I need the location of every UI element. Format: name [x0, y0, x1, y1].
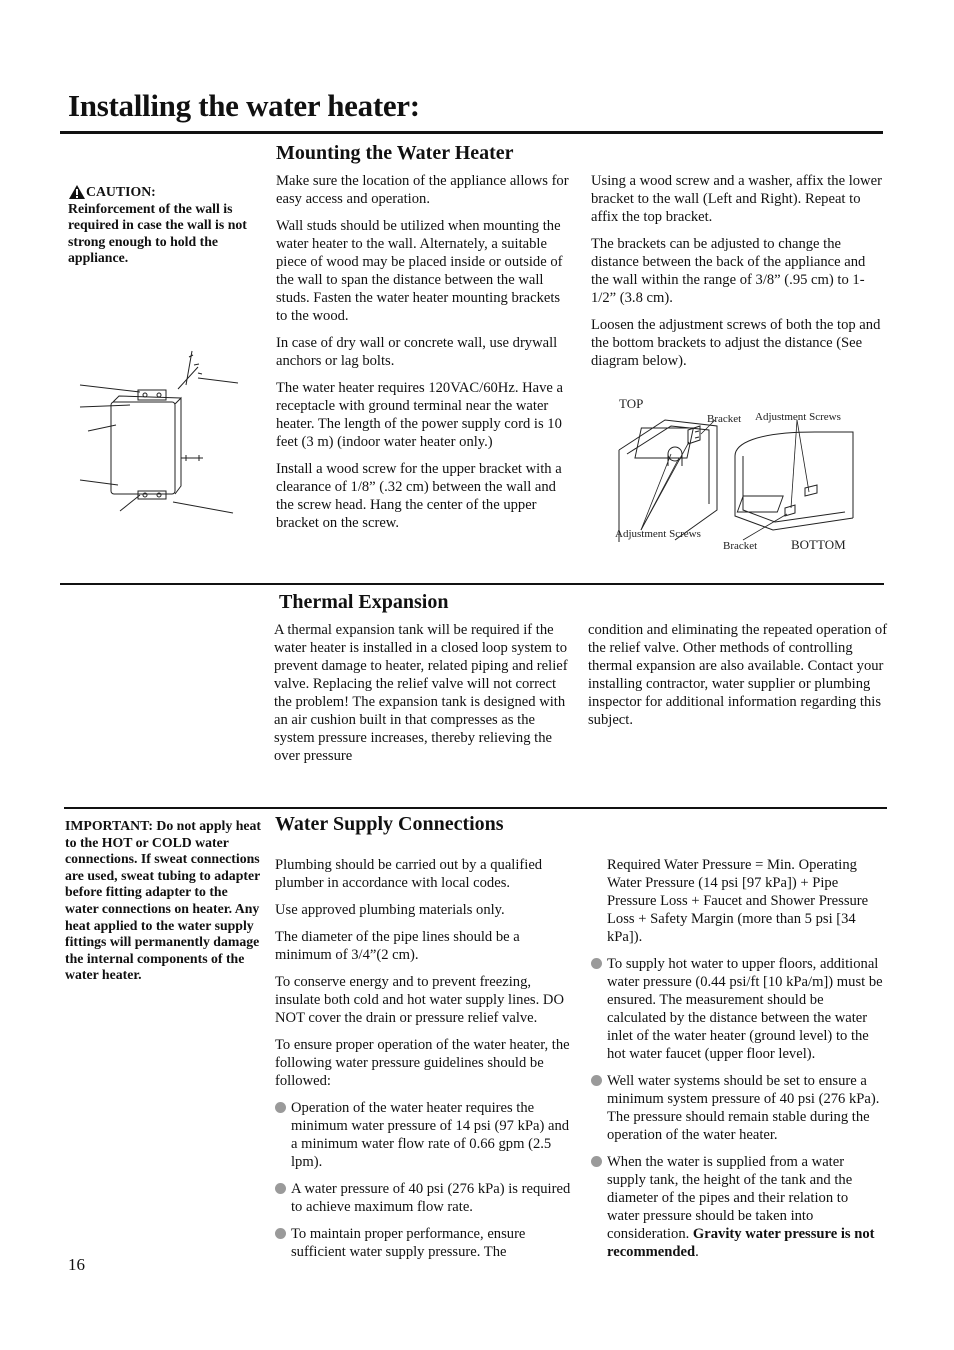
- mounting-paragraph: Using a wood screw and a washer, affix the lower bracket to the wall (Left and Right). Repeat to affix the top bracket.: [591, 173, 882, 225]
- water-paragraph: The diameter of the pipe lines should be a minimum of 3/4”(2 cm).: [275, 929, 520, 963]
- thermal-column-1: [274, 621, 574, 774]
- diagram-label-bracket-top: Bracket: [707, 413, 742, 425]
- thermal-paragraph: A thermal expansion tank will be required if the water heater is installed in a closed loop system to prevent damage to heater, related piping and relief valve. Replacing the relief valve will not correct the problem! The expansion tank is designed with an air cushion built in that compresses as the system pressure increases, thereby relieving the over pressure: [274, 622, 568, 764]
- diagram-label-bottom: BOTTOM: [791, 537, 846, 552]
- page-title: Installing the water heater:: [68, 88, 420, 123]
- bullet-dot-icon: [591, 1075, 602, 1086]
- title-rule: [60, 131, 883, 134]
- water-paragraph: Use approved plumbing materials only.: [275, 902, 505, 918]
- thermal-heading: Thermal Expansion: [279, 591, 449, 613]
- water-bullet-text: A water pressure of 40 psi (276 kPa) is required to achieve maximum flow rate.: [291, 1181, 571, 1215]
- water-bullet: [591, 1153, 883, 1261]
- bullet-dot-icon: [275, 1228, 286, 1239]
- bullet-dot-icon: [591, 1156, 602, 1167]
- water-bullet: [275, 1180, 575, 1216]
- water-bullet-text: Operation of the water heater requires the minimum water pressure of 14 psi (97 kPa) and a minimum water flow rate of 0.66 gpm (2.5 lpm).: [291, 1100, 570, 1170]
- mounting-paragraph: Install a wood screw for the upper bracket with a clearance of 1/8” (.32 cm) between the wall and the screw head. Hang the center of the upper bracket on the screw.: [276, 461, 562, 531]
- warning-icon: [68, 184, 86, 200]
- water-bullet-text: To maintain proper performance, ensure sufficient water supply pressure. The: [291, 1226, 526, 1260]
- water-continuation: Required Water Pressure = Min. Operating Water Pressure (14 psi [97 kPa]) + Pipe Pressure Loss + Faucet and Shower Pressure Loss + Safety Margin (more than 5 psi [34 kPa]).: [607, 857, 869, 945]
- page-number: 16: [68, 1255, 85, 1274]
- important-text: IMPORTANT: Do not apply heat to the HOT or COLD water connections. If sweat connections are used, sweat tubing to adapter before fitting adapter to the water connections on heater. Any heat applied to the water supply fittings will permanently damage the internal components of the water heater.: [65, 818, 261, 983]
- water-bullet: [275, 1225, 575, 1261]
- section-rule-thermal: [60, 583, 884, 585]
- water-bullet-text: Well water systems should be set to ensure a minimum system pressure of 40 psi (276 kPa). The pressure should remain stable during the operation of the water heater.: [607, 1073, 880, 1143]
- water-bullet: [275, 1099, 575, 1171]
- water-paragraph: To ensure proper operation of the water heater, the following water pressure guidelines should be followed:: [275, 1037, 570, 1089]
- water-bullet-end: .: [695, 1244, 699, 1260]
- mounting-paragraph: The brackets can be adjusted to change the distance between the back of the appliance and the wall within the range of 3/8” (.95 cm) to 1-1/2” (3.8 cm).: [591, 236, 866, 306]
- caution-word: CAUTION:: [86, 184, 156, 199]
- bullet-dot-icon: [591, 958, 602, 969]
- mounting-illustration: [78, 345, 263, 520]
- water-bullet: [591, 1072, 883, 1144]
- bullet-dot-icon: [275, 1102, 286, 1113]
- caution-note: [68, 184, 263, 267]
- water-paragraph: To conserve energy and to prevent freezing, insulate both cold and hot water supply lines. DO NOT cover the drain or pressure relief valve.: [275, 974, 564, 1026]
- mounting-paragraph: Make sure the location of the appliance allows for easy access and operation.: [276, 173, 569, 207]
- water-heading: Water Supply Connections: [275, 813, 504, 835]
- diagram-label-adjustment-screws-bottom: Adjustment Screws: [615, 528, 701, 540]
- water-bullet: [591, 955, 883, 1063]
- mounting-paragraph: Loosen the adjustment screws of both the top and the bottom brackets to adjust the distance (See diagram below).: [591, 317, 881, 369]
- mounting-column-2: [591, 172, 886, 379]
- water-bullet-text: When the water is supplied from a water supply tank, the height of the tank and the diameter of the pipes and their relation to water pressure should be taken into consideration.: [607, 1154, 853, 1242]
- diagram-label-top: TOP: [619, 396, 644, 411]
- section-rule-water: [64, 807, 887, 809]
- bracket-adjustment-diagram: [605, 392, 875, 560]
- mounting-paragraph: The water heater requires 120VAC/60Hz. Have a receptacle with ground terminal near the water heater. The length of the power supply cord is 10 feet (3 m) (indoor water heater only.): [276, 380, 564, 450]
- water-column-1: [275, 856, 575, 1270]
- mounting-column-1: [276, 172, 574, 541]
- caution-text: Reinforcement of the wall is required in case the wall is not strong enough to hold the appliance.: [68, 200, 247, 266]
- mounting-paragraph: In case of dry wall or concrete wall, use drywall anchors or lag bolts.: [276, 335, 558, 369]
- water-column-2: [591, 856, 883, 1270]
- mounting-paragraph: Wall studs should be utilized when mounting the water heater to the wall. Alternately, a suitable piece of wood may be placed inside or outside of the wall to span the distance between the wall studs. Fasten the water heater mounting brackets to the wood.: [276, 218, 563, 324]
- water-bullet-bold: Gravity water pressure is not recommended: [607, 1226, 875, 1260]
- water-bullet-text: To supply hot water to upper floors, additional water pressure (0.44 psi/ft [10 kPa/m]) must be ensured. The measurement should be calculated by the distance between the water inlet of the water heater (ground level) to the hot water faucet (upper floor level).: [607, 956, 883, 1062]
- mounting-heading: Mounting the Water Heater: [276, 142, 514, 164]
- diagram-label-bracket-bottom: Bracket: [723, 540, 758, 552]
- thermal-paragraph: condition and eliminating the repeated operation of the relief valve. Other methods of controlling thermal expansion are also available. Contact your installing contractor, water supplier or plumbing inspector for additional information regarding this subject.: [588, 622, 888, 728]
- important-note: [65, 818, 261, 984]
- bullet-dot-icon: [275, 1183, 286, 1194]
- water-paragraph: Plumbing should be carried out by a qualified plumber in accordance with local codes.: [275, 857, 543, 891]
- diagram-label-adjustment-screws-top: Adjustment Screws: [755, 411, 841, 423]
- thermal-column-2: [588, 621, 888, 738]
